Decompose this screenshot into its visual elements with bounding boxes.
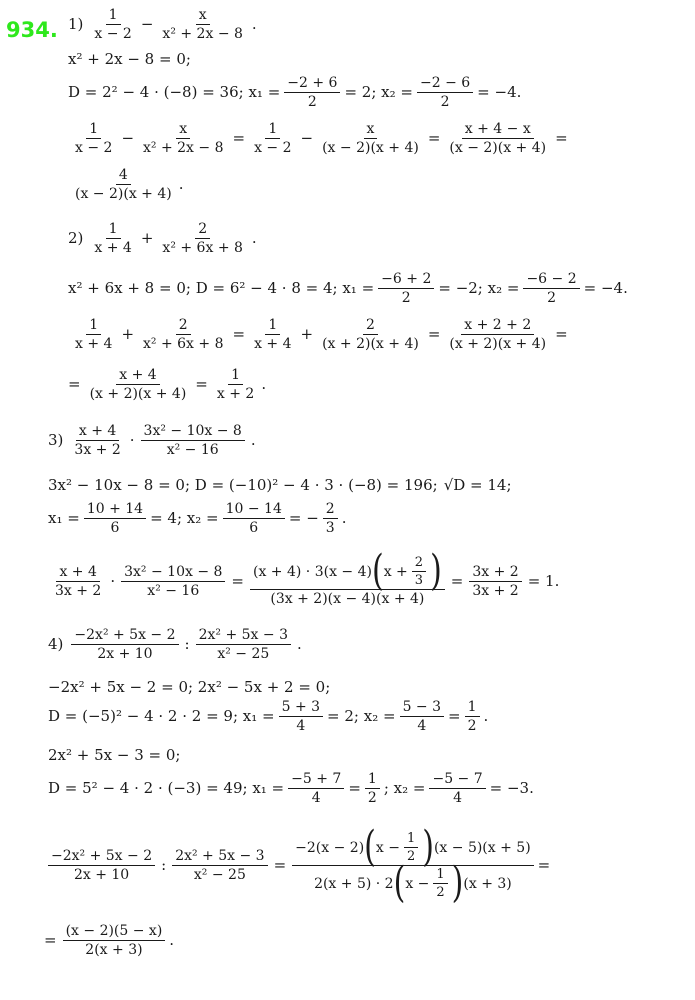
part3-big-fraction: (x + 4) · 3(x − 4) ( x + $\frac{2}{3}$ ) (3x + 2)(x − 4)(x + 4)	[250, 556, 445, 606]
part4-discriminant2: D = 5² − 4 · 2 · (−3) = 49; x₁ = $\frac{-5 + 7}{4}$ = $\frac{1}{2}$ ; x₂ = $\frac{-5 - 7}{4}$ = −3.	[48, 771, 534, 806]
part4-final: = $\frac{(x - 2)(5 - x)}{2(x + 3)}$ .	[44, 923, 175, 958]
denominator: x² + 6x + 8	[143, 336, 224, 352]
denominator: 2	[467, 718, 477, 734]
fraction	[319, 122, 422, 155]
denominator: 4	[453, 790, 463, 806]
numerator: −5 − 7	[429, 772, 485, 789]
fraction	[319, 318, 422, 351]
fraction	[172, 849, 267, 882]
part3-expression	[67, 424, 257, 457]
part4-discriminant1: D = (−5)² − 4 · 2 · 2 = 9; x₁ = $\frac{5 + 3}{4}$ = 2; x₂ = $\frac{5 - 3}{4}$ = $\frac{1}{2}$ .	[48, 699, 489, 734]
denominator: x² − 25	[217, 646, 270, 662]
numerator: 1	[433, 868, 447, 884]
numerator: x + 4 − x	[462, 122, 534, 139]
operator: =	[427, 129, 441, 147]
part2-chain	[68, 318, 570, 351]
part1-equation: x² + 2x − 8 = 0;	[68, 50, 191, 68]
numerator: 2	[363, 318, 378, 335]
part2-label: 2)	[68, 229, 84, 247]
denominator: 2	[367, 790, 377, 806]
fraction	[140, 122, 226, 155]
part1-result: $\frac{4}{(x - 2)(x + 4)}$ .	[68, 168, 184, 201]
operator: +	[300, 325, 314, 343]
denominator: (x + 2)(x + 4)	[89, 386, 187, 402]
denominator: 2	[307, 94, 317, 110]
numerator: 2	[412, 556, 426, 572]
denominator: 4	[296, 718, 306, 734]
numerator: 1	[86, 122, 101, 139]
denominator: x − 2	[75, 140, 113, 156]
numerator: 2	[195, 222, 210, 239]
fraction	[446, 318, 549, 351]
part4-equation1: −2x² + 5x − 2 = 0; 2x² − 5x + 2 = 0;	[48, 678, 331, 696]
fraction	[159, 222, 245, 255]
part2-header	[68, 222, 259, 255]
fraction	[121, 565, 225, 598]
denominator: 4	[417, 718, 427, 734]
operator: =	[231, 571, 244, 590]
denominator: 2(x + 3)	[85, 942, 143, 958]
denominator: x − 2	[94, 26, 132, 42]
numerator: x + 4	[116, 368, 159, 385]
fraction	[87, 368, 190, 401]
numerator: 5 + 3	[279, 700, 323, 717]
denominator: x − 2	[254, 140, 292, 156]
denominator: 2	[440, 94, 450, 110]
denominator: x + 4	[75, 336, 113, 352]
operator: =	[273, 856, 287, 874]
fraction	[48, 849, 155, 882]
numerator: (x − 2)(5 − x)	[63, 924, 166, 941]
part1-discriminant: D = 2² − 4 · (−8) = 36; x₁ = $\frac{-2 + 6}{2}$ = 2; x₂ = $\frac{-2 - 6}{2}$ = −4.	[68, 75, 522, 110]
operator: =	[555, 325, 568, 343]
numerator: 10 + 14	[84, 502, 146, 519]
denominator: (x + 2)(x + 4)	[322, 336, 419, 352]
operator: .	[296, 635, 302, 653]
numerator: 1	[465, 700, 480, 717]
part2-chain2: = $\frac{x + 4}{(x + 2)(x + 4)}$ = $\frac{1}{x + 2}$ .	[68, 367, 267, 402]
numerator: −5 + 7	[288, 772, 344, 789]
denominator: 2	[436, 885, 445, 900]
denominator: 3x + 2	[74, 442, 121, 458]
denominator: x² + 2x − 8	[143, 140, 224, 156]
numerator: x + 4	[76, 424, 119, 441]
fraction	[251, 122, 294, 155]
numerator: 1	[365, 772, 380, 789]
part1-expression	[87, 8, 258, 41]
numerator: 2x² + 5x − 3	[172, 849, 267, 866]
part3-discriminant: 3x² − 10x − 8 = 0; D = (−10)² − 4 · 3 · (−8) = 196; √D = 14;	[48, 476, 512, 494]
fraction	[91, 222, 134, 255]
fraction	[71, 424, 123, 457]
numerator: 1	[86, 318, 101, 335]
numerator: 3x + 2	[469, 565, 521, 582]
fraction	[140, 318, 226, 351]
numerator: 1	[265, 122, 280, 139]
part3-header	[48, 424, 258, 457]
fraction	[214, 368, 257, 401]
denominator: x² − 25	[193, 867, 246, 883]
numerator: 1	[228, 368, 243, 385]
numerator: 2	[323, 502, 338, 519]
operator: ·	[110, 571, 116, 590]
fraction	[71, 628, 178, 661]
numerator: 2x² + 5x − 3	[196, 628, 291, 645]
operator: =	[232, 129, 246, 147]
numerator: 1	[106, 222, 121, 239]
numerator: −2 − 6	[417, 76, 473, 93]
denominator: x² + 6x + 8	[162, 240, 243, 256]
part3-roots: x₁ = $\frac{10 + 14}{6}$ = 4; x₂ = $\frac{10 - 14}{6}$ = − $\frac{2}{3}$ .	[48, 501, 347, 536]
numerator: −2x² + 5x − 2	[71, 628, 178, 645]
denominator: (x − 2)(x + 4)	[449, 140, 547, 156]
operator: −	[140, 15, 154, 33]
operator: +	[140, 229, 154, 247]
part4-label: 4)	[48, 635, 64, 653]
denominator: x² + 2x − 8	[162, 26, 243, 42]
numerator: 1	[404, 832, 418, 848]
denominator: 2x + 10	[73, 867, 130, 883]
part2-expression	[87, 222, 258, 255]
denominator: x + 2	[216, 386, 255, 402]
denominator: (x − 2)(x + 4)	[75, 186, 172, 202]
part1-x1-fraction	[284, 76, 340, 109]
numerator: 1	[265, 318, 280, 335]
operator: =	[427, 325, 441, 343]
denominator: 6	[110, 520, 120, 536]
part3-chain	[48, 546, 561, 607]
part1-header	[68, 8, 259, 41]
numerator: x + 4	[56, 565, 99, 582]
denominator: x + 4	[254, 336, 292, 352]
operator: :	[161, 856, 167, 874]
denominator: 2	[547, 290, 556, 306]
operator: −	[300, 129, 314, 147]
denominator: (x − 2)(x + 4)	[322, 140, 419, 156]
operator: =	[195, 375, 208, 393]
operator: =	[450, 571, 464, 590]
part1-x2-fraction	[417, 76, 473, 109]
numerator: −6 − 2	[523, 272, 579, 289]
operator: = 1.	[527, 571, 560, 590]
denominator: 3	[414, 573, 424, 588]
numerator: x	[364, 122, 378, 139]
fraction	[159, 8, 245, 41]
denominator: 4	[311, 790, 321, 806]
operator: :	[184, 635, 190, 653]
numerator: −6 + 2	[378, 272, 434, 289]
part4-big-fraction: −2(x − 2) ( x − $\frac{1}{2}$ ) (x − 5)(x + 5) 2(x + 5) · 2 ( x − $\frac{1}{2}$ ) (x + 3)	[292, 832, 534, 899]
numerator: x + 2 + 2	[461, 318, 534, 335]
numerator: 4	[116, 168, 131, 185]
denominator: 3	[325, 520, 335, 536]
operator: =	[555, 129, 568, 147]
operator: −	[121, 129, 135, 147]
part4-equation2: 2x² + 5x − 3 = 0;	[48, 746, 181, 764]
part2-discriminant: x² + 6x + 8 = 0; D = 6² − 4 · 8 = 4; x₁ = $\frac{-6 + 2}{2}$ = −2; x₂ = $\frac{-6 - 2}{2}$ = −4.	[68, 271, 628, 306]
fraction	[72, 122, 115, 155]
numerator: 10 − 14	[223, 502, 285, 519]
part4-header	[48, 628, 304, 661]
denominator: (x + 2)(x + 4)	[449, 336, 547, 352]
numerator: −2x² + 5x − 2	[48, 849, 155, 866]
operator: .	[251, 229, 257, 247]
denominator: 6	[249, 520, 259, 536]
numerator: x	[176, 122, 190, 139]
numerator: 3x² − 10x − 8	[121, 565, 225, 582]
denominator: 2	[401, 290, 411, 306]
denominator: 3x + 2	[55, 582, 102, 599]
numerator: x	[196, 8, 210, 25]
operator: +	[121, 325, 135, 343]
part1-chain	[68, 122, 570, 155]
numerator: 5 − 3	[400, 700, 444, 717]
part3-label: 3)	[48, 431, 64, 449]
numerator: 3x² − 10x − 8	[141, 424, 245, 441]
part4-expression	[67, 628, 303, 661]
fraction	[446, 122, 549, 155]
operator: =	[232, 325, 246, 343]
part4-chain: $\frac{\text{−2x² + 5x − 2}}{2x + 10}$ : $\frac{\text{2x² + 5x − 3}}{\text{x² − 25}}$ = −2(x − 2) ( x − $\frac{1}{2}$ ) (x − 5)(x + 5) 2(x + 5) · 2 ( x − $\frac{1}{2}$ ) (x + 3) =	[44, 832, 550, 899]
fraction	[469, 565, 521, 598]
fraction	[196, 628, 291, 661]
fraction	[141, 424, 245, 457]
part1-label: 1)	[68, 15, 84, 33]
operator: ·	[129, 431, 135, 449]
denominator: x² − 16	[166, 442, 219, 458]
denominator: 2x + 10	[97, 646, 153, 662]
fraction	[52, 565, 104, 598]
problem-number: 934.	[6, 18, 58, 42]
denominator: x + 4	[94, 240, 132, 256]
operator: .	[250, 431, 256, 449]
numerator: −2 + 6	[284, 76, 340, 93]
denominator: 2	[406, 849, 416, 864]
numerator: 2	[176, 318, 191, 335]
numerator: 1	[106, 8, 121, 25]
fraction	[72, 318, 115, 351]
denominator: 3x + 2	[472, 582, 519, 599]
fraction	[91, 8, 134, 41]
denominator: x² − 16	[147, 582, 200, 599]
fraction	[251, 318, 294, 351]
operator: .	[251, 15, 257, 33]
